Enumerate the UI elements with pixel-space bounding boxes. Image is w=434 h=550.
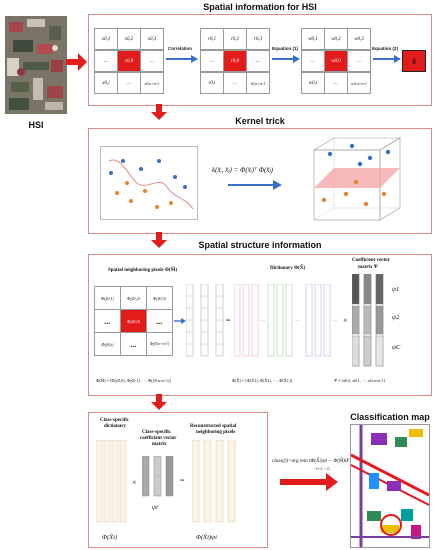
neighbor-title: Spatial neighboring pixels Φ(M̃) xyxy=(108,268,178,273)
coef-label-1: Class-specific xyxy=(142,430,171,435)
dictionary-matrix xyxy=(234,284,344,360)
class-dict-label-2: dictionary xyxy=(104,424,126,429)
grid-r-cell: r0,1 xyxy=(200,28,224,50)
section3-title: Spatial structure information xyxy=(198,240,322,250)
arrow-eq2-label: Equation (2) xyxy=(372,46,398,51)
classification-map xyxy=(350,424,430,548)
times-sign-3: × xyxy=(343,316,348,325)
class-equation-sub: i=1,···,C xyxy=(316,466,331,471)
grid-x-cell: x0,i xyxy=(94,72,118,94)
kernel-equation: k(x̃ᵢ, x̃ⱼ) = Φ(x̃ᵢ)ᵀ Φ(x̃ⱼ) xyxy=(212,166,274,174)
grid-r-center: r0,0 xyxy=(223,50,247,72)
eq-x: Φ(X̃) = [Φ(X̃1), Φ(X̃2), ···, Φ(X̃C)] xyxy=(232,378,293,383)
grid-r-cell: r0,2 xyxy=(223,28,247,50)
phi-x-label: Φ(X̃i) xyxy=(102,534,118,541)
equals-sign-3: = xyxy=(226,316,231,325)
arrow-correlation xyxy=(166,55,198,63)
class-dictionary-matrix xyxy=(96,440,130,524)
equals-sign-4: = xyxy=(180,476,185,485)
grid-w-cell: w0,3 xyxy=(347,28,371,50)
grid-x-cell: ... xyxy=(140,50,164,72)
grid-r-cell: ... xyxy=(223,72,247,94)
neighbor-cell: Φ(ỹ0,3) xyxy=(146,286,173,310)
grid-r-cell: r0,n×n-1 xyxy=(246,72,270,94)
psi-2-label: ψ2 xyxy=(392,314,400,321)
grid-w-cell: ... xyxy=(301,50,325,72)
neighbor-cell: ... xyxy=(120,332,147,356)
grid-w-cell: ... xyxy=(347,50,371,72)
times-sign-4: × xyxy=(132,478,137,487)
grid-r-cell: r0,3 xyxy=(246,28,270,50)
arrow-eq2 xyxy=(373,55,401,63)
grid-x-cell: x0,3 xyxy=(140,28,164,50)
neighbor-cell: Φ(ỹ0,n×n-1) xyxy=(146,332,173,356)
hsi-label: HSI xyxy=(28,120,44,130)
coef-title-1: Coefficient vector xyxy=(352,258,390,263)
arrow-kernel xyxy=(228,180,282,190)
classification-title: Classification map xyxy=(350,412,430,422)
result-box xyxy=(402,50,426,72)
arrow-down-3 xyxy=(151,394,167,410)
psi-c-label: ψC xyxy=(392,344,401,351)
grid-w-cell: w0,n×n-1 xyxy=(347,72,371,94)
arrow-correlation-label: Correlation xyxy=(168,46,193,51)
neighbor-grid xyxy=(94,286,172,356)
grid-w-cell: w0,1 xyxy=(301,28,325,50)
grid-w-cell: w0,i xyxy=(301,72,325,94)
classification-map-image xyxy=(351,425,429,547)
arrow-hsi-right xyxy=(66,52,88,72)
reconstructed-matrix xyxy=(192,440,236,524)
svg-text:···: ··· xyxy=(333,319,338,324)
coef-title-2: matrix Ψ xyxy=(358,265,378,270)
class-coef-matrix xyxy=(142,456,176,498)
grid-r xyxy=(200,28,270,94)
psi-matrix xyxy=(352,274,388,370)
grid-w-center: w0,0 xyxy=(324,50,348,72)
eq-psi: Ψ = [α0,0, α0,1, ···, α0,n×n-1] xyxy=(334,378,386,383)
section2-title: Kernel trick xyxy=(235,116,285,126)
grid-r-cell: r0,i xyxy=(200,72,224,94)
grid-w-cell: w0,2 xyxy=(324,28,348,50)
grid-x-cell: x0,n×n-1 xyxy=(140,72,164,94)
class-psi-label: ψi xyxy=(152,504,158,511)
neighbor-center: Φ(ỹ0,0) xyxy=(120,309,147,333)
result-label: x̃ xyxy=(412,56,416,66)
grid-r-cell: ... xyxy=(200,50,224,72)
svg-text:···: ··· xyxy=(260,319,265,324)
hsi-image xyxy=(5,16,67,114)
grid-w-cell: ... xyxy=(324,72,348,94)
svg-text:···: ··· xyxy=(295,319,300,324)
neighbor-cell: ... xyxy=(94,309,121,333)
neighbor-cell: Φ(ỹ0,i) xyxy=(94,332,121,356)
arrow-eq1 xyxy=(272,55,300,63)
grid-x-cell: x0,2 xyxy=(117,28,141,50)
svg-text:··: ·· xyxy=(156,475,160,480)
eq-m: Φ(M̃) = [Φ(ỹ0,0), Φ(ỹ0,1), ···, Φ(ỹ0,n×n-1)] xyxy=(96,378,171,383)
grid-x xyxy=(94,28,164,94)
class-dict-label-1: Class-specific xyxy=(100,418,129,423)
separating-hyperplane xyxy=(314,168,400,188)
grid-x-cell: ... xyxy=(117,72,141,94)
recon-label-2: neighboring pixels xyxy=(196,430,236,435)
input-space xyxy=(100,146,198,220)
dictionary-title: Dictionary Φ(X̃) xyxy=(270,266,306,271)
class-equation: class(ỹ)=arg min ‖Φ(X̃i)ψi − Φ(M̃)‖F xyxy=(272,458,350,464)
hsi-texture xyxy=(5,16,67,114)
neighbor-cell: ... xyxy=(146,309,173,333)
arrow-eq1-label: Equation (1) xyxy=(272,46,298,51)
coef-label-3: matrix xyxy=(152,442,167,447)
arrow-to-map xyxy=(280,472,340,492)
arrow-neighbor-to-m xyxy=(174,318,186,324)
feature-space-cube xyxy=(300,132,410,228)
grid-x-cell: x0,1 xyxy=(94,28,118,50)
neighbor-cell: Φ(ỹ0,2) xyxy=(120,286,147,310)
recon-label-1: Reconstructed spatial xyxy=(190,424,237,429)
grid-w xyxy=(301,28,371,94)
neighbor-cell: Φ(ỹ0,1) xyxy=(94,286,121,310)
coef-label-2: coefficient vector xyxy=(140,436,177,441)
input-space-points xyxy=(101,147,197,219)
grid-x-center: x0,0 xyxy=(117,50,141,72)
psi-1-label: ψ1 xyxy=(392,286,400,293)
grid-x-cell: ... xyxy=(94,50,118,72)
m-matrix xyxy=(186,284,224,360)
phi-recon-label: Φ(X̃i)ψi xyxy=(196,534,217,541)
section1-title: Spatial information for HSI xyxy=(203,2,317,12)
grid-r-cell: ... xyxy=(246,50,270,72)
